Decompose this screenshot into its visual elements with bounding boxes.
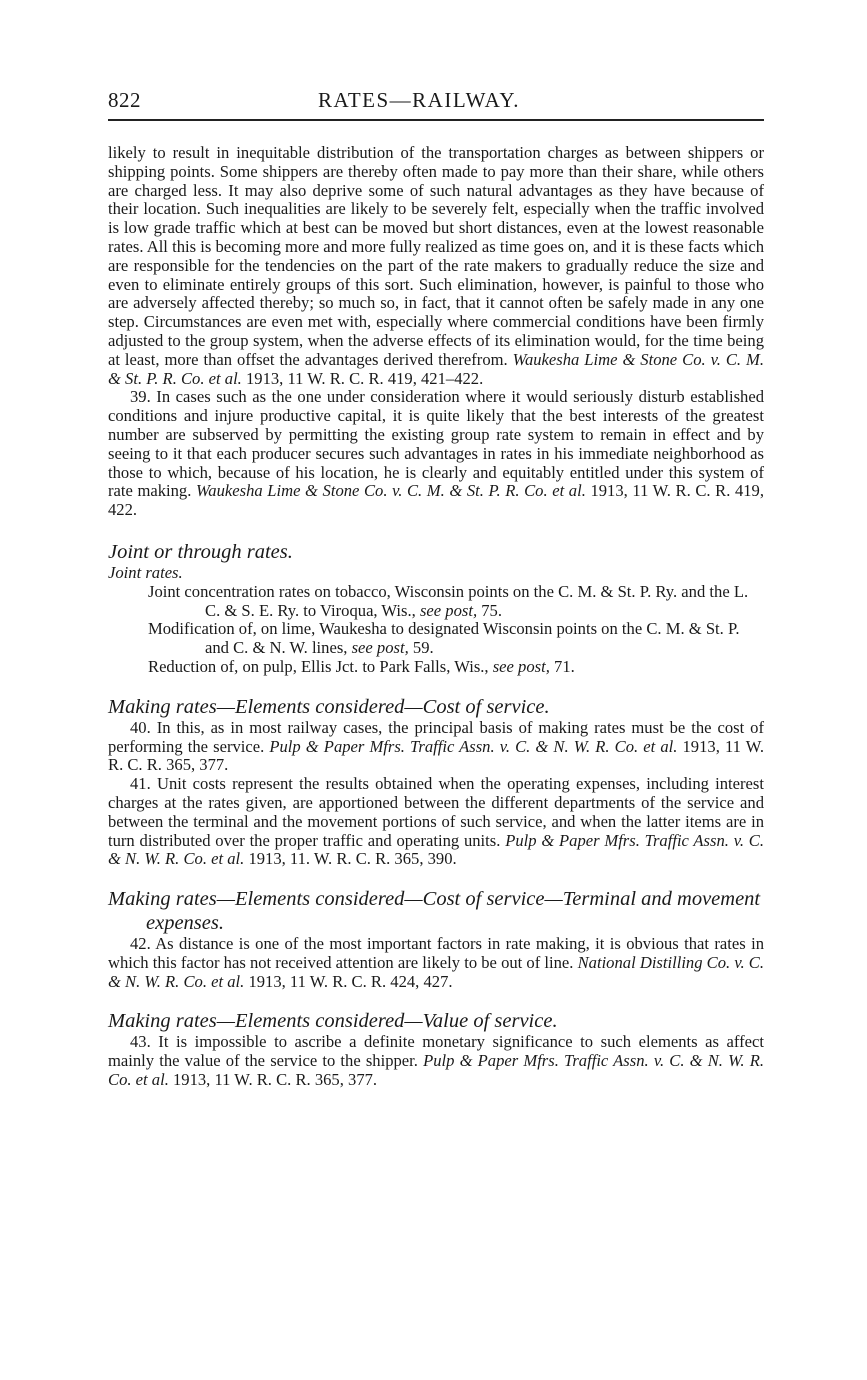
index-entry: Reduction of, on pulp, Ellis Jct. to Park Falls, Wis., see post, 71. [148, 656, 575, 676]
section-heading-terminal-movement: Making rates—Elements considered—Cost of service—Terminal and movement expenses. [108, 888, 761, 935]
paragraph-42: 42. As distance is one of the most important factors in rate making, it is obvious that rates in which this factor has not received attention are likely to be out of line. National Distilling Co. v. C. & N. W. R. Co. et al. 1913, 11 W. R. C. R. 424, 427. [108, 934, 764, 991]
case-name: Pulp & Paper Mfrs. Traffic Assn. v. C. & N. W. R. Co. et al. [269, 736, 678, 756]
citation: 1913, 11 W. R. C. R. 424, 427. [244, 971, 453, 991]
page-body [108, 144, 764, 1090]
case-name: Pulp & Paper Mfrs. Traffic Assn. v. C. & N. W. R. Co. et al. [108, 830, 764, 869]
citation: 1913, 11. W. R. C. R. 365, 390. [244, 849, 457, 869]
paragraph-40: 40. In this, as in most railway cases, the principal basis of making rates must be the cost of performing the service. Pulp & Paper Mfrs. Traffic Assn. v. C. & N. W. R. Co. et al. 1913, 11 W. R. C. R. 365, 377. [108, 717, 765, 775]
section-heading-joint-rates: Joint or through rates. [108, 540, 293, 563]
subheading-joint-rates: Joint rates. [108, 562, 183, 582]
paragraph-43: 43. It is impossible to ascribe a definite monetary significance to such elements as affect mainly the value of the service to the shipper. Pulp & Paper Mfrs. Traffic Assn. v. C. & N. W. R. Co. et al. 1913, 11 W. R. C. R. 365, 377. [108, 1032, 764, 1090]
paragraph-39 [108, 388, 764, 520]
citation: 1913, 11 W. R. C. R. 419, 421–422. [241, 368, 484, 388]
paragraph-text: 39. In cases such as the one under consideration where it would seriously disturb established conditions and injure productive capital, it is quite likely that the best interests of the greatest number are subserved by permitting the existing group rate system to remain in effect and by seeing to it that each producer secures such advantages in rates in his immediate neighborhood as those to which, because of his location, he is clearly and equitably entitled under this system of rate making. [108, 387, 764, 501]
running-title: RATES—RAILWAY. [318, 88, 521, 112]
case-name: Pulp & Paper Mfrs. Traffic Assn. v. C. & N. W. R. Co. et al. [108, 1051, 764, 1090]
citation: 1913, 11 W. R. C. R. 365, 377. [108, 736, 765, 775]
paragraph-continued [108, 144, 764, 388]
citation: 1913, 11 W. R. C. R. 365, 377. [168, 1070, 378, 1090]
case-name: Waukesha Lime & Stone Co. v. C. M. & St. P. R. Co. et al. [195, 481, 586, 501]
section-heading-cost-of-service: Making rates—Elements considered—Cost of service. [108, 695, 550, 718]
case-name: National Distilling Co. v. C. & N. W. R. Co. et al. [108, 952, 764, 991]
page-number: 822 [108, 88, 141, 112]
running-header [108, 88, 764, 118]
case-name: Waukesha Lime & Stone Co. v. C. M. & St. P. R. Co. et al. [108, 349, 765, 388]
section-heading-value-of-service: Making rates—Elements considered—Value of service. [108, 1010, 558, 1033]
header-rule [108, 119, 764, 121]
citation: 1913, 11 W. R. C. R. 419, 422. [108, 481, 765, 520]
index-entry: Modification of, on lime, Waukesha to designated Wisconsin points on the C. M. & St. P. and C. & N. W. lines, see post, 59. [148, 619, 740, 658]
index-entry: Joint concentration rates on tobacco, Wisconsin points on the C. M. & St. P. Ry. and the L. C. & S. E. Ry. to Viroqua, Wis., see post, 75. [148, 581, 749, 620]
paragraph-text: likely to result in inequitable distribution of the transportation charges as between shippers or shipping points. Some shippers are thereby often made to pay more than their share, while others are charged less. It may also deprive some of such natural advantages as they have because of their location. Such inequalities are likely to be severely felt, especially when the traffic involved is low grade traffic which at best can be moved but short distances, even at the lowest reasonable rates. All this is becoming more and more fully realized as time goes on, and it is these facts which are responsible for the tendencies on the part of the rate makers to gradually reduce the size and even to eliminate entirely groups of this sort. Such elimination, however, is painful to those who are adversely affected thereby; so much so, in fact, that it cannot often be safely made in any one step. Circumstances are even met with, especially where commercial conditions have been firmly adjusted to the group system, when the adverse effects of its elimination would, for the time being at least, more than offset the advantages derived therefrom. [108, 143, 764, 369]
paragraph-41: 41. Unit costs represent the results obtained when the operating expenses, including interest charges at the rates given, are apportioned between the different departments of the service and between the terminal and the movement portions of such service, and when the latter items are in turn distributed over the proper traffic and operating units. Pulp & Paper Mfrs. Traffic Assn. v. C. & N. W. R. Co. et al. 1913, 11. W. R. C. R. 365, 390. [108, 774, 764, 869]
page [108, 88, 765, 1090]
